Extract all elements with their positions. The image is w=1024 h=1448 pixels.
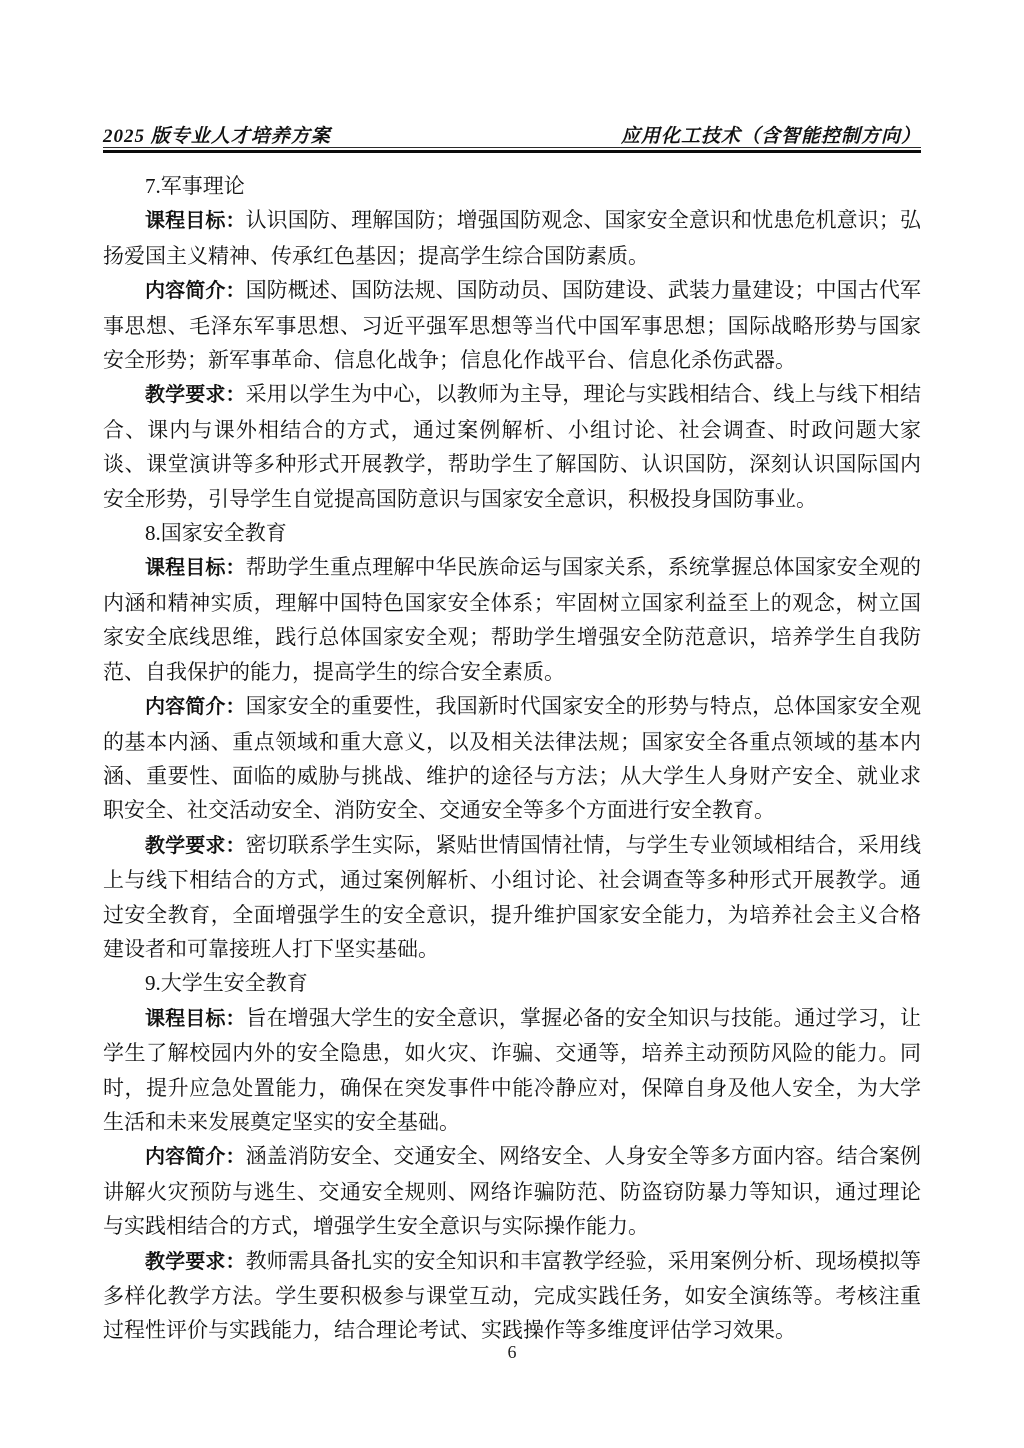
paragraph-text: 认识国防、理解国防；增强国防观念、国家安全意识和忧患危机意识；弘扬爱国主义精神、传承红色基因；提高学生综合国防素质。 <box>103 208 922 268</box>
section-7-requirement-paragraph <box>103 377 921 516</box>
paragraph-text: 帮助学生重点理解中华民族命运与国家关系，系统掌握总体国家安全观的内涵和精神实质，理解中国特色国家安全体系；牢固树立国家利益至上的观念，树立国家安全底线思维，践行总体国家安全观；帮助学生增强安全防范意识，培养学生自我防范、自我保护的能力，提高学生的综合安全素质。 <box>103 555 922 684</box>
paragraph-text: 密切联系学生实际，紧贴世情国情社情，与学生专业领域相结合，采用线上与线下相结合的方式，通过案例解析、小组讨论、社会调查等多种形式开展教学。通过安全教育，全面增强学生的安全意识，提升维护国家安全能力，为培养社会主义合格建设者和可靠接班人打下坚实基础。 <box>103 832 922 961</box>
page-header <box>103 121 921 148</box>
paragraph-text: 采用以学生为中心，以教师为主导，理论与实践相结合、线上与线下相结合、课内与课外相结合的方式，通过案例解析、小组讨论、社会调查、时政问题大家谈、课堂演讲等多种形式开展教学，帮助学生了解国防、认识国防，深刻认识国际国内安全形势，引导学生自觉提高国防意识与国家安全意识，积极投身国防事业。 <box>103 382 922 511</box>
paragraph-text: 国防概述、国防法规、国防动员、国防建设、武装力量建设；中国古代军事思想、毛泽东军事思想、习近平强军思想等当代中国军事思想；国际战略形势与国家安全形势；新军事革命、信息化战争；信息化作战平台、信息化杀伤武器。 <box>103 278 922 373</box>
paragraph-text: 国家安全的重要性，我国新时代国家安全的形势与特点，总体国家安全观的基本内涵、重点领域和重大意义，以及相关法律法规；国家安全各重点领域的基本内涵、重要性、面临的威胁与挑战、维护的途径与方法；从大学生人身财产安全、就业求职安全、社交活动安全、消防安全、交通安全等多个方面进行安全教育。 <box>103 694 922 823</box>
section-title-9: 9.大学生安全教育 <box>145 971 308 996</box>
paragraph-label: 内容简介： <box>145 696 246 719</box>
section-9-goal-paragraph <box>103 1001 921 1140</box>
section-7-goal-paragraph <box>103 203 921 273</box>
section-title-8: 8.国家安全教育 <box>145 521 287 546</box>
paragraph-label: 课程目标： <box>145 210 246 233</box>
page-footer <box>0 1342 1024 1363</box>
document-body <box>103 169 921 1348</box>
section-9-content-paragraph <box>103 1139 921 1243</box>
paragraph-label: 内容简介： <box>145 280 246 303</box>
paragraph-label: 课程目标： <box>145 557 246 580</box>
paragraph-label: 课程目标： <box>145 1007 246 1030</box>
paragraph-label: 内容简介： <box>145 1146 246 1169</box>
paragraph-text: 旨在增强大学生的安全意识，掌握必备的安全知识与技能。通过学习，让学生了解校园内外的安全隐患，如火灾、诈骗、交通等，培养主动预防风险的能力。同时，提升应急处置能力，确保在突发事件中能冷静应对，保障自身及他人安全，为大学生活和未来发展奠定坚实的安全基础。 <box>103 1005 922 1134</box>
header-rule <box>103 147 921 153</box>
paragraph-text: 教师需具备扎实的安全知识和丰富教学经验，采用案例分析、现场模拟等多样化教学方法。学生要积极参与课堂互动，完成实践任务，如安全演练等。考核注重过程性评价与实践能力，结合理论考试、实践操作等多维度评估学习效果。 <box>103 1248 922 1343</box>
section-8-content-paragraph <box>103 689 921 828</box>
section-7-content-paragraph <box>103 273 921 377</box>
paragraph-label: 教学要求： <box>145 1250 246 1273</box>
page-number: 6 <box>507 1342 517 1362</box>
paragraph-label: 教学要求： <box>145 834 246 857</box>
header-left-title: 2025 版专业人才培养方案 <box>103 126 331 147</box>
section-8-requirement-paragraph <box>103 828 921 967</box>
section-title-7: 7.军事理论 <box>145 174 245 198</box>
paragraph-label: 教学要求： <box>145 384 246 407</box>
header-right-title: 应用化工技术（含智能控制方向） <box>620 126 921 147</box>
section-8-goal-paragraph <box>103 550 921 689</box>
section-9-requirement-paragraph <box>103 1244 921 1348</box>
paragraph-text: 涵盖消防安全、交通安全、网络安全、人身安全等多方面内容。结合案例讲解火灾预防与逃生、交通安全规则、网络诈骗防范、防盗窃防暴力等知识，通过理论与实践相结合的方式，增强学生安全意识与实际操作能力。 <box>103 1144 922 1239</box>
